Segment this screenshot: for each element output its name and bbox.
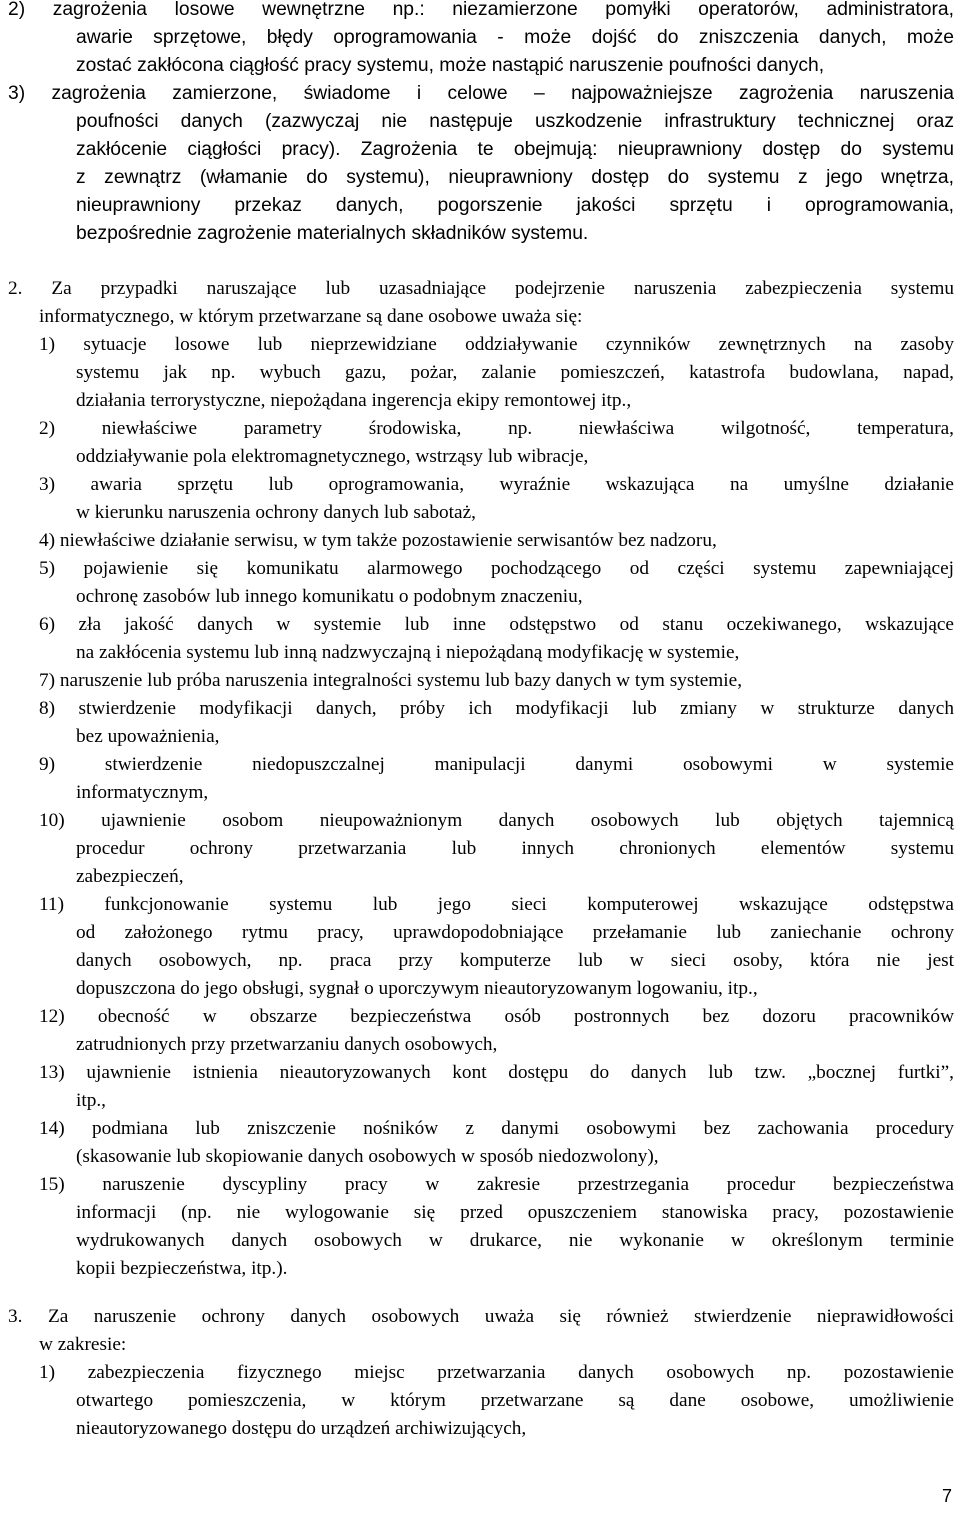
text-line: od założonego rytmu pracy, uprawdopodobniające przełamanie lub zaniechanie ochrony: [76, 922, 954, 943]
text-line: kopii bezpieczeństwa, itp.).: [76, 1258, 288, 1279]
list-item-line: 4) niewłaściwe działanie serwisu, w tym także pozostawienie serwisantów bez nadzoru,: [39, 530, 717, 551]
text-line: wydrukowanych danych osobowych w drukarce, nie wykonanie w określonym terminie: [76, 1230, 954, 1251]
text-line: informatycznym,: [76, 782, 209, 803]
text-line: bez upoważnienia,: [76, 726, 220, 747]
text-line: otwartego pomieszczenia, w którym przetwarzane są dane osobowe, umożliwienie: [76, 1390, 954, 1411]
section-heading-line: 3. Za naruszenie ochrony danych osobowych uważa się również stwierdzenie nieprawidłowości: [8, 1306, 954, 1327]
threat-list-continuation: [0, 0, 960, 248]
text-line: zakłócenie ciągłości pracy). Zagrożenia te obejmują: nieuprawniony dostęp do systemu: [76, 139, 954, 160]
section-2: [0, 275, 960, 1283]
text-line: 3) zagrożenia zamierzone, świadome i celowe – najpoważniejsze zagrożenia naruszenia: [8, 83, 954, 104]
text-line: procedur ochrony przetwarzania lub innych chronionych elementów systemu: [76, 838, 954, 859]
list-item-line: 3) awaria sprzętu lub oprogramowania, wyraźnie wskazująca na umyślne działanie: [39, 474, 954, 495]
text-line: itp.,: [76, 1090, 106, 1111]
section-3: [0, 1303, 960, 1443]
list-item-line: 15) naruszenie dyscypliny pracy w zakresie przestrzegania procedur bezpieczeństwa: [39, 1174, 954, 1195]
text-line: awarie sprzętowe, błędy oprogramowania - może dojść do zniszczenia danych, może: [76, 27, 954, 48]
list-item-line: 11) funkcjonowanie systemu lub jego sieci komputerowej wskazujące odstępstwa: [39, 894, 954, 915]
text-line: systemu jak np. wybuch gazu, pożar, zalanie pomieszczeń, katastrofa budowlana, napad,: [76, 362, 954, 383]
text-line: poufności danych (zazwyczaj nie następuje uszkodzenie infrastruktury technicznej oraz: [76, 111, 954, 132]
section-heading-line: 2. Za przypadki naruszające lub uzasadniające podejrzenie naruszenia zabezpieczenia systemu: [8, 278, 954, 299]
list-item-line: 14) podmiana lub zniszczenie nośników z danymi osobowymi bez zachowania procedury: [39, 1118, 954, 1139]
list-item-line: 6) zła jakość danych w systemie lub inne odstępstwo od stanu oczekiwanego, wskazujące: [39, 614, 954, 635]
text-line: w kierunku naruszenia ochrony danych lub sabotaż,: [76, 502, 476, 523]
list-item-line: 8) stwierdzenie modyfikacji danych, próby ich modyfikacji lub zmiany w strukturze danych: [39, 698, 954, 719]
text-line: zostać zakłócona ciągłość pracy systemu, może nastąpić naruszenie poufności danych,: [76, 55, 825, 76]
text-line: (skasowanie lub skopiowanie danych osobowych w sposób niedozwolony),: [76, 1146, 659, 1167]
text-line: nieuprawniony przekaz danych, pogorszenie jakości sprzętu i oprogramowania,: [76, 195, 954, 216]
text-line: informacji (np. nie wylogowanie się przed opuszczeniem stanowiska pracy, pozostawienie: [76, 1202, 954, 1223]
text-line: informatycznego, w którym przetwarzane są dane osobowe uważa się:: [39, 306, 583, 327]
list-item-line: 12) obecność w obszarze bezpieczeństwa osób postronnych bez dozoru pracowników: [39, 1006, 954, 1027]
text-line: zatrudnionych przy przetwarzaniu danych osobowych,: [76, 1034, 498, 1055]
text-line: działania terrorystyczne, niepożądana ingerencja ekipy remontowej itp.,: [76, 390, 632, 411]
list-item-line: 5) pojawienie się komunikatu alarmowego pochodzącego od części systemu zapewniającej: [39, 558, 954, 579]
text-line: 2) zagrożenia losowe wewnętrzne np.: niezamierzone pomyłki operatorów, administratora,: [8, 0, 954, 20]
text-line: nieautoryzowanego dostępu do urządzeń archiwizujących,: [76, 1418, 527, 1439]
text-line: w zakresie:: [39, 1334, 127, 1355]
list-item-line: 2) niewłaściwe parametry środowiska, np. niewłaściwa wilgotność, temperatura,: [39, 418, 954, 439]
list-item-line: 1) sytuacje losowe lub nieprzewidziane oddziaływanie czynników zewnętrznych na zasoby: [39, 334, 954, 355]
list-item-line: 10) ujawnienie osobom nieupoważnionym danych osobowych lub objętych tajemnicą: [39, 810, 954, 831]
text-line: z zewnątrz (włamanie do systemu), nieuprawniony dostęp do systemu z jego wnętrza,: [76, 167, 954, 188]
list-item-line: 9) stwierdzenie niedopuszczalnej manipulacji danymi osobowymi w systemie: [39, 754, 954, 775]
text-line: zabezpieczeń,: [76, 866, 184, 887]
text-line: dopuszczona do jego obsługi, sygnał o uporczywym nieautoryzowanym logowaniu, itp.,: [76, 978, 758, 999]
list-item-line: 7) naruszenie lub próba naruszenia integralności systemu lub bazy danych w tym systemie,: [39, 670, 743, 691]
text-line: ochronę zasobów lub innego komunikatu o podobnym znaczeniu,: [76, 586, 583, 607]
text-line: oddziaływanie pola elektromagnetycznego, wstrząsy lub wibracje,: [76, 446, 589, 467]
page-number: 7: [941, 1486, 952, 1506]
list-item-line: 1) zabezpieczenia fizycznego miejsc przetwarzania danych osobowych np. pozostawienie: [39, 1362, 954, 1383]
text-line: na zakłócenia systemu lub inną nadzwyczajną i niepożądaną modyfikację w systemie,: [76, 642, 740, 663]
text-line: danych osobowych, np. praca przy komputerze lub w sieci osoby, która nie jest: [76, 950, 954, 971]
list-item-line: 13) ujawnienie istnienia nieautoryzowanych kont dostępu do danych lub tzw. „bocznej furtki”,: [39, 1062, 954, 1083]
text-line: bezpośrednie zagrożenie materialnych składników systemu.: [76, 223, 589, 244]
